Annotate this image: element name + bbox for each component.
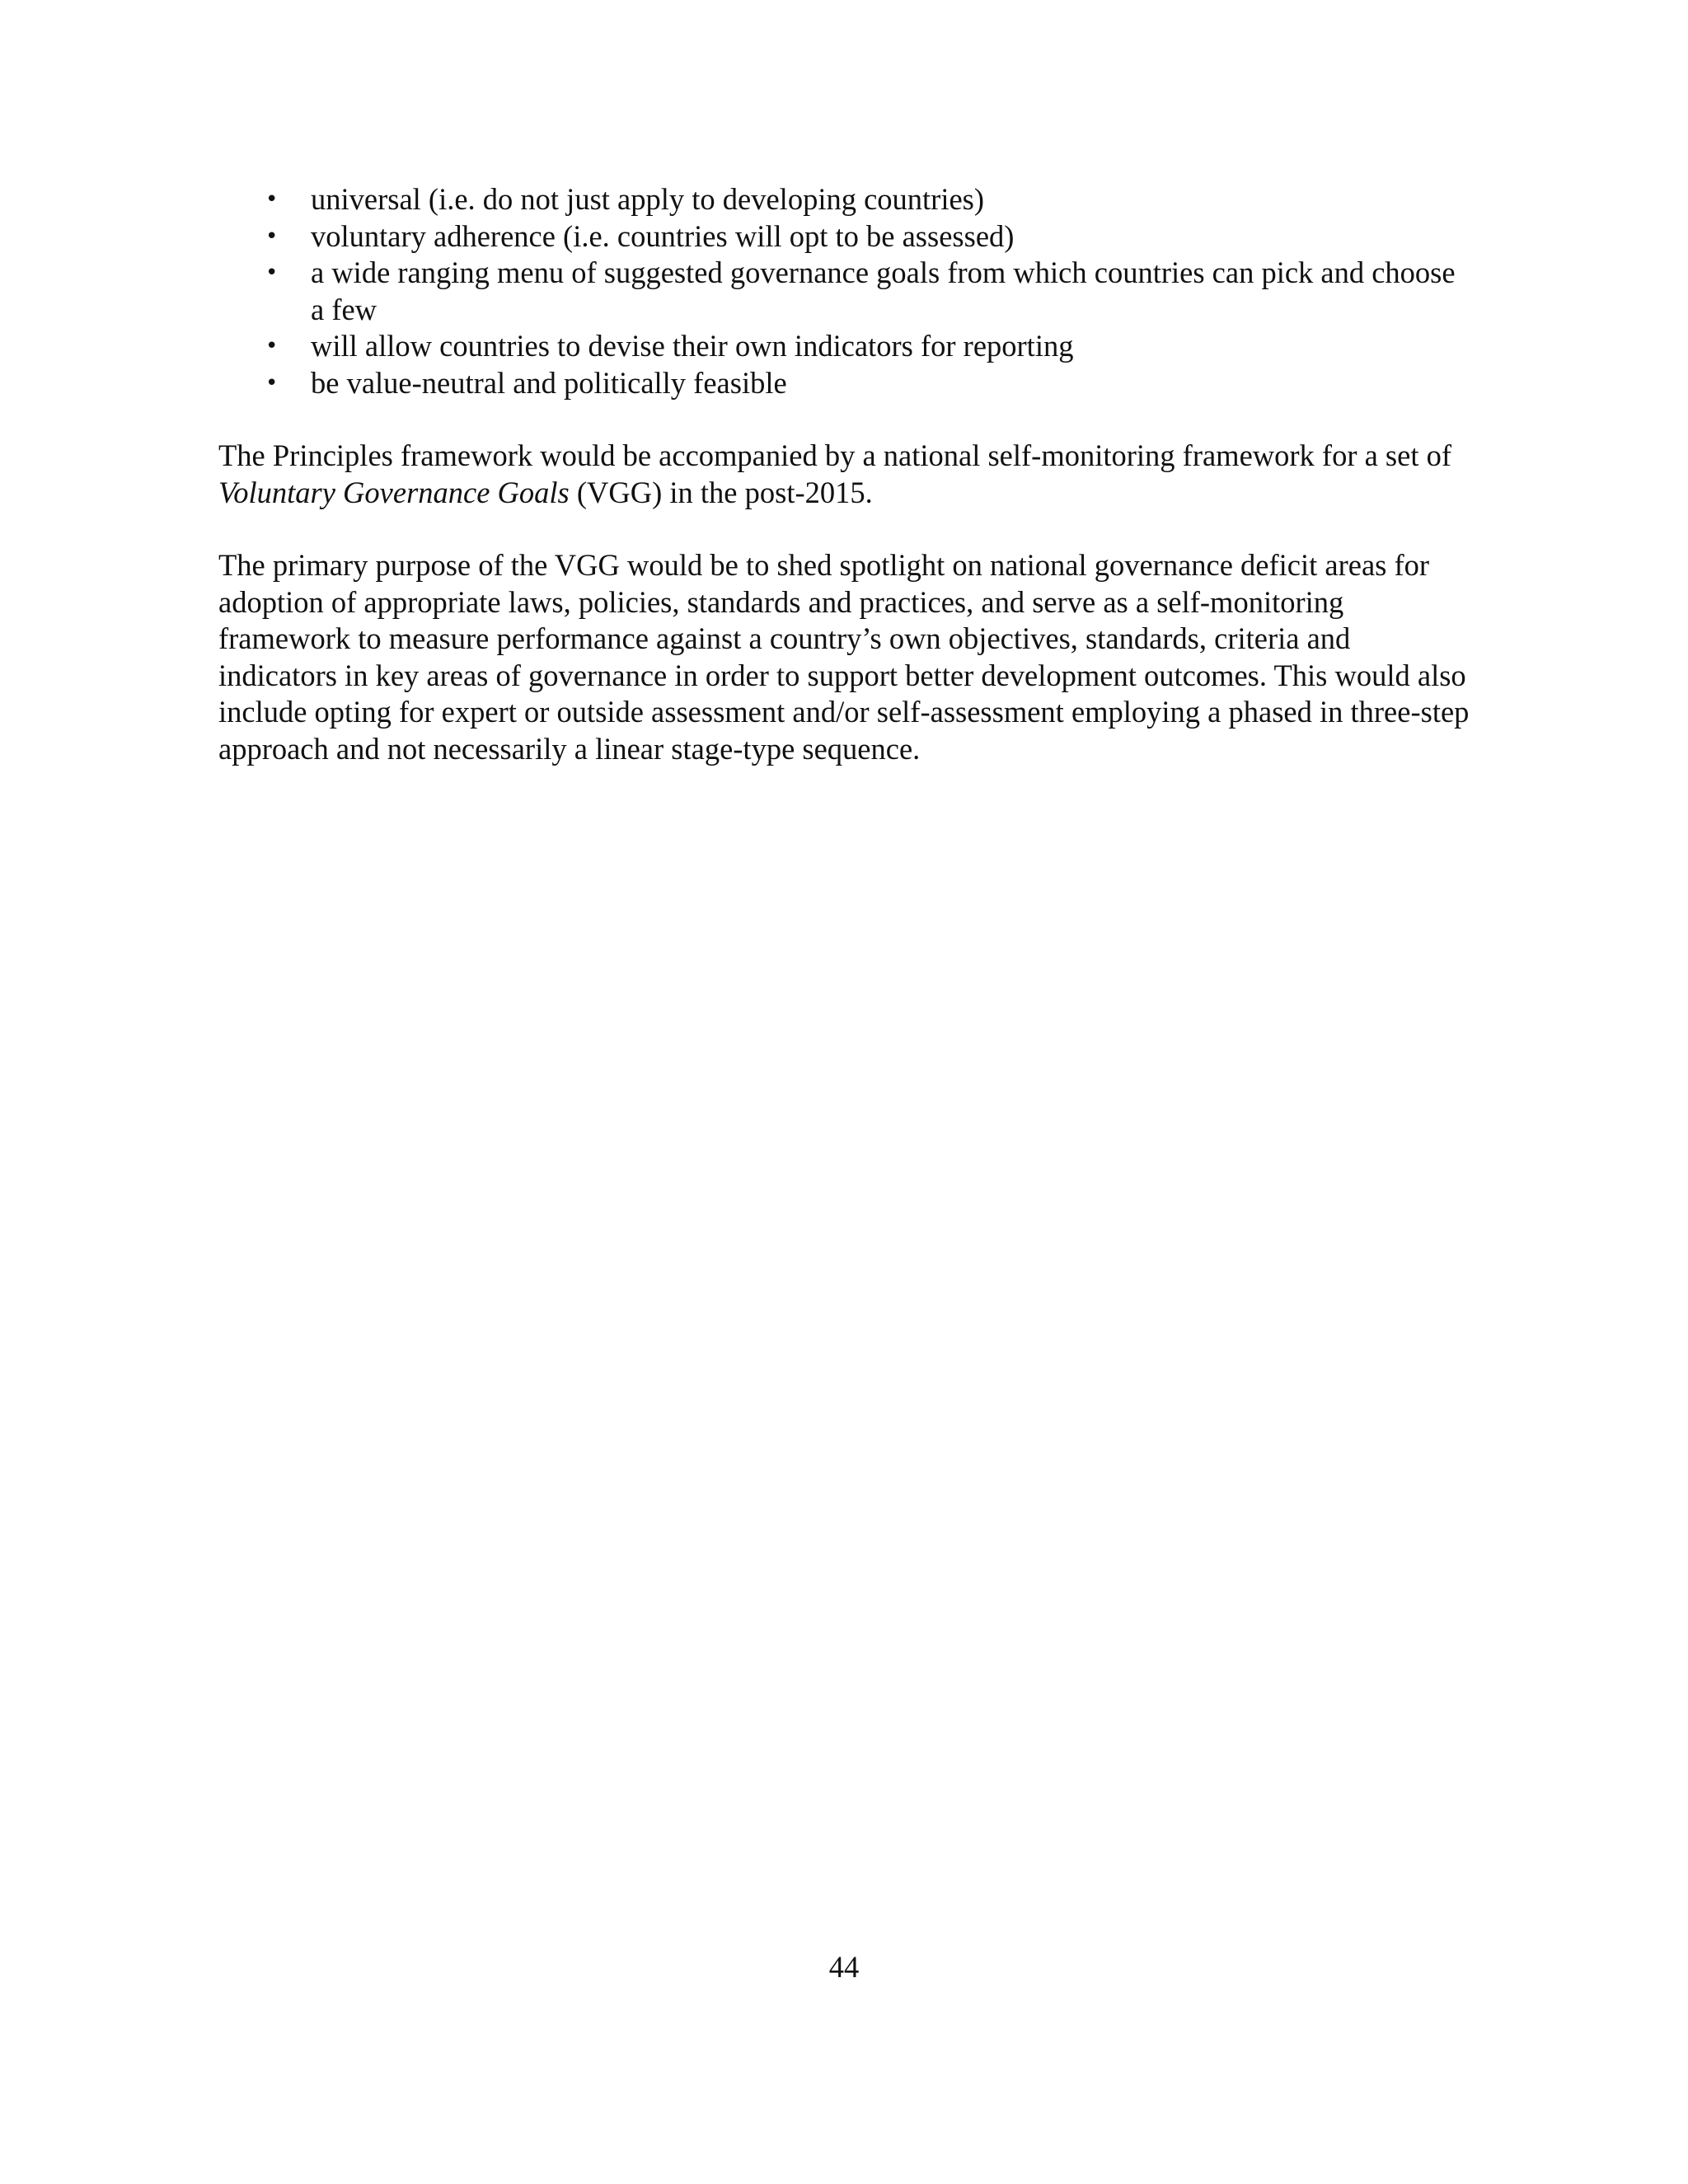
paragraph-principles xyxy=(218,438,1471,511)
page-number: 44 xyxy=(828,1950,860,1984)
vgg-term: Voluntary Governance Goals xyxy=(218,475,570,509)
paragraph-text: The Principles framework would be accompanied by a national self-monitoring framework for a set of xyxy=(218,438,1452,472)
list-item xyxy=(265,255,1471,328)
paragraph-text: (VGG) in the post-2015. xyxy=(569,475,873,509)
page-content xyxy=(218,181,1471,767)
list-item-text: voluntary adherence (i.e. countries will opt to be assessed) xyxy=(311,218,1015,253)
bullet-list xyxy=(218,181,1471,401)
bullet-icon: • xyxy=(265,260,279,285)
bullet-icon: • xyxy=(265,223,279,249)
list-item-text: a wide ranging menu of suggested governance goals from which countries can pick and choose a few xyxy=(311,255,1456,326)
bullet-icon: • xyxy=(265,334,279,359)
list-item-text: will allow countries to devise their own indicators for reporting xyxy=(311,329,1074,363)
list-item xyxy=(265,181,1471,218)
list-item-text: be value-neutral and politically feasible xyxy=(311,365,787,400)
list-item xyxy=(265,365,1471,402)
bullet-icon: • xyxy=(265,370,279,396)
list-item xyxy=(265,218,1471,255)
paragraph-vgg-purpose: The primary purpose of the VGG would be to shed spotlight on national governance deficit areas for adoption of appropriate laws, policies, standards and practices, and serve as a self-monitoring framework to measure performance against a country’s own objectives, standards, criteria and indicators in key areas of governance in order to support better development outcomes. This would also include opting for expert or outside assessment and/or self-assessment employing a phased in three-step approach and not necessarily a linear stage-type sequence. xyxy=(218,548,1470,766)
bullet-icon: • xyxy=(265,187,279,212)
list-item xyxy=(265,328,1471,365)
list-item-text: universal (i.e. do not just apply to developing countries) xyxy=(311,182,985,216)
